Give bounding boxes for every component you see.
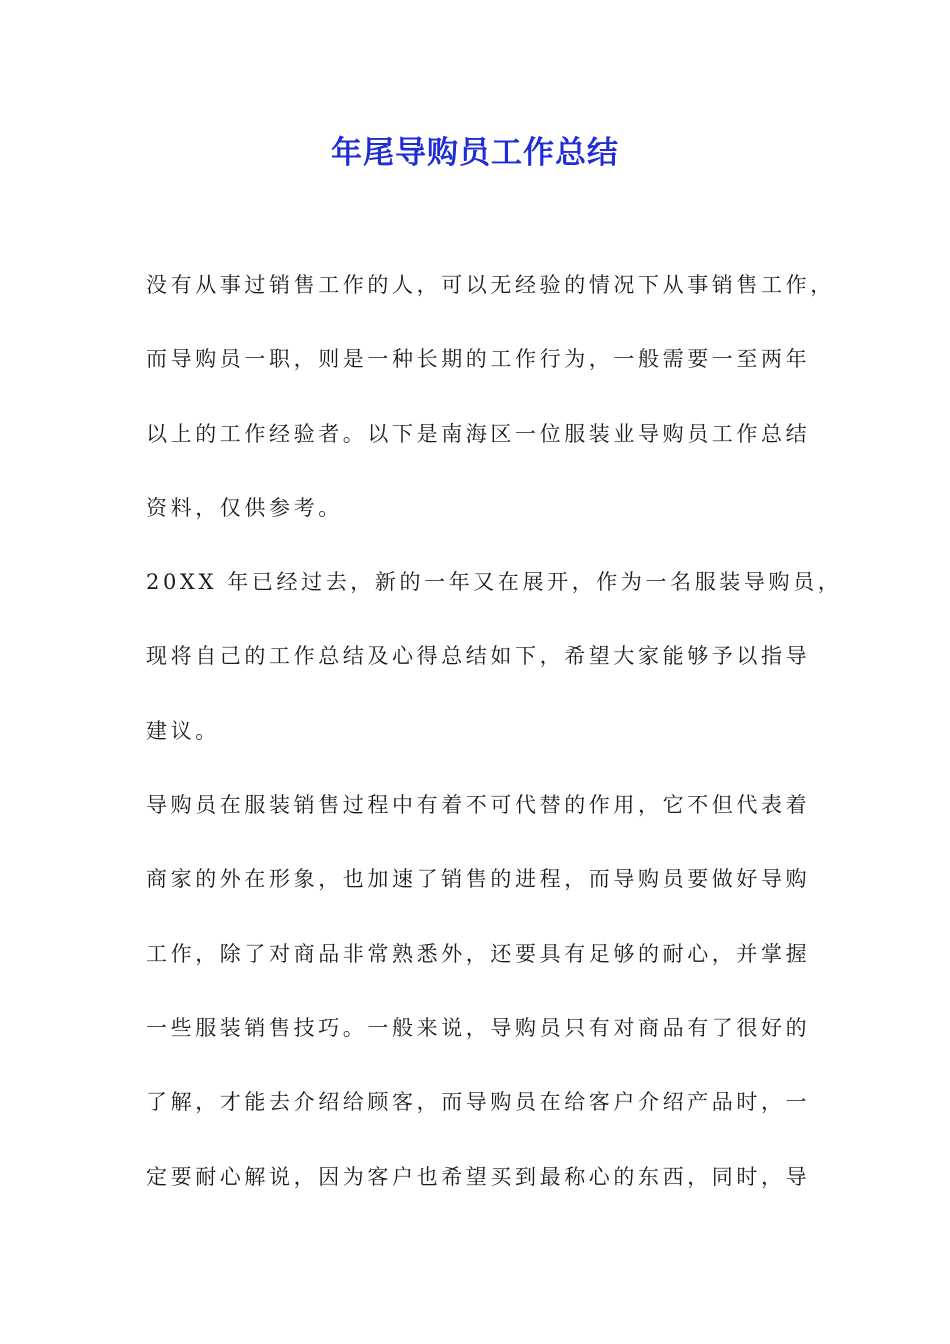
document-title: 年尾导购员工作总结 bbox=[331, 135, 619, 171]
text-line: 了解，才能去介绍给顾客，而导购员在给客户介绍产品时，一 bbox=[146, 1090, 811, 1115]
text-line: 没有从事过销售工作的人，可以无经验的情况下从事销售工作， bbox=[146, 273, 835, 297]
text-line: 一些服装销售技巧。一般来说，导购员只有对商品有了很好的 bbox=[146, 1015, 811, 1040]
text-line: 现将自己的工作总结及心得总结如下，希望大家能够予以指导 bbox=[146, 644, 811, 669]
text-line: 建议。 bbox=[146, 718, 220, 743]
text-line: 商家的外在形象，也加速了销售的进程，而导购员要做好导购 bbox=[146, 867, 811, 892]
text-line: 以上的工作经验者。以下是南海区一位服装业导购员工作总结 bbox=[146, 421, 811, 446]
text-line: 定要耐心解说，因为客户也希望买到最称心的东西，同时，导 bbox=[146, 1164, 811, 1189]
document-body bbox=[146, 260, 843, 1226]
text-line: 导购员在服装销售过程中有着不可代替的作用，它不但代表着 bbox=[146, 793, 811, 818]
text-line: 20XX 年已经过去，新的一年又在展开，作为一名服装导购员， bbox=[146, 570, 843, 595]
text-line: 而导购员一职，则是一种长期的工作行为，一般需要一至两年 bbox=[146, 347, 811, 372]
text-line: 资料，仅供参考。 bbox=[146, 495, 343, 520]
text-line: 工作，除了对商品非常熟悉外，还要具有足够的耐心，并掌握 bbox=[146, 941, 811, 966]
